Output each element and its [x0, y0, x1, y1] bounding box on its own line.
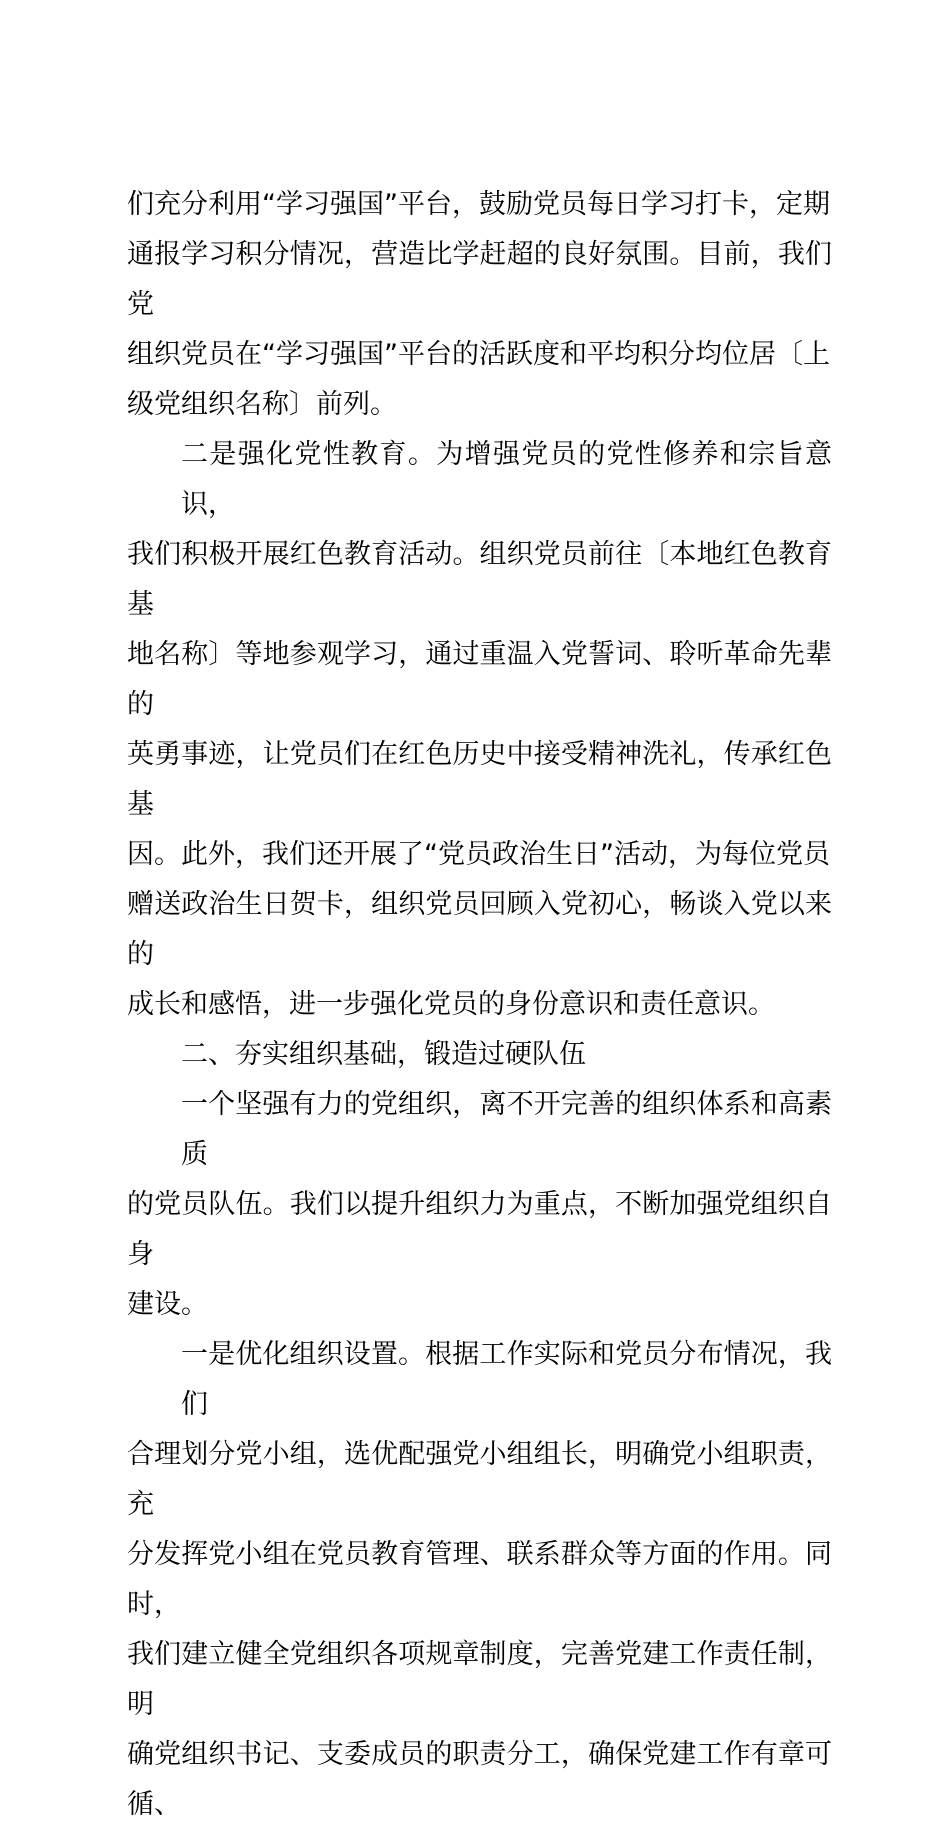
text-line: 英勇事迹，让党员们在红色历史中接受精神洗礼，传承红色基: [127, 739, 832, 820]
text-line: 确党组织书记、支委成员的职责分工，确保党建工作有章可循、: [127, 1739, 832, 1820]
text-line: 地名称〕等地参观学习，通过重温入党誓词、聆听革命先辈的: [127, 639, 832, 720]
paragraph-party-education: [127, 430, 832, 1030]
text-line: 二是强化党性教育。为增强党员的党性修养和宗旨意识，: [181, 439, 832, 520]
paragraph-optimize-setup: [127, 1330, 832, 1830]
text-line: 成长和感悟，进一步强化党员的身份意识和责任意识。: [127, 989, 775, 1020]
text-line: 因。此外，我们还开展了“党员政治生日”活动，为每位党员: [127, 839, 830, 870]
section-heading: [127, 1030, 832, 1080]
text-line: 组织党员在“学习强国”平台的活跃度和平均积分均位居〔上: [127, 339, 830, 370]
paragraph-organization-intro: [127, 1080, 832, 1330]
text-line: 通报学习积分情况，营造比学赶超的良好氛围。目前，我们党: [127, 239, 832, 320]
text-line: 一是优化组织设置。根据工作实际和党员分布情况，我们: [181, 1339, 832, 1420]
text-line: 我们积极开展红色教育活动。组织党员前往〔本地红色教育基: [127, 539, 832, 620]
text-line: 合理划分党小组，选优配强党小组组长，明确党小组职责，充: [127, 1439, 832, 1520]
document-body: [127, 180, 832, 1830]
text-line: 赠送政治生日贺卡，组织党员回顾入党初心，畅谈入党以来的: [127, 889, 832, 970]
text-line: 们充分利用“学习强国”平台，鼓励党员每日学习打卡，定期: [127, 189, 830, 220]
heading-line: 二、夯实组织基础，锻造过硬队伍: [181, 1039, 586, 1070]
text-line: 我们建立健全党组织各项规章制度，完善党建工作责任制，明: [127, 1639, 832, 1720]
paragraph-continuation: [127, 180, 832, 430]
text-line: 分发挥党小组在党员教育管理、联系群众等方面的作用。同时，: [127, 1539, 832, 1620]
text-line: 的党员队伍。我们以提升组织力为重点，不断加强党组织自身: [127, 1189, 832, 1270]
text-line: 一个坚强有力的党组织，离不开完善的组织体系和高素质: [181, 1089, 832, 1170]
text-line: 级党组织名称〕前列。: [127, 389, 397, 420]
text-line: 建设。: [127, 1289, 208, 1320]
